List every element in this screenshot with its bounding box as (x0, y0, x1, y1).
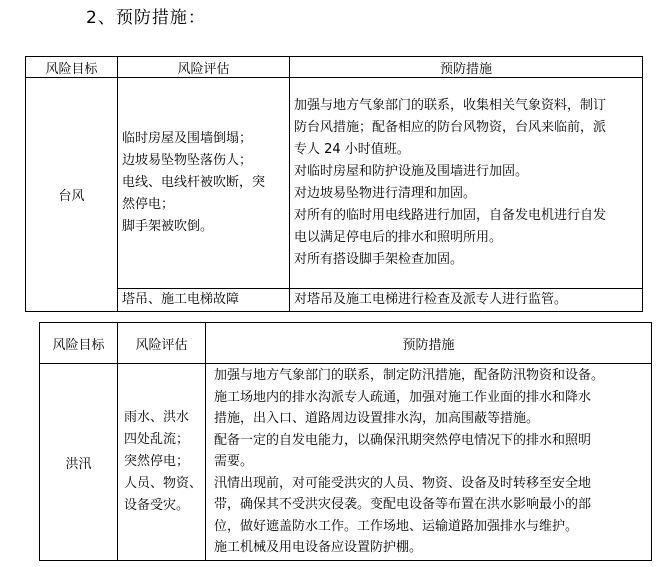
assessment-line: 然停电； (122, 197, 175, 212)
assessment-line: 边坡易坠物坠落伤人； (122, 153, 253, 168)
measure-line: 带，确保其不受洪灾侵袭。变配电设备等布置在洪水影响最小的部 (214, 497, 592, 513)
section-heading: 2、预防措施： (86, 8, 206, 28)
assessment-line: 四处乱流； (124, 432, 190, 447)
table-row (26, 78, 643, 289)
assessment-line: 设备受灾。 (124, 498, 190, 513)
prevention-measures-cell (290, 78, 643, 289)
prevention-measures-cell: 对塔吊及施工电梯进行检查及派专人进行监管。 (290, 289, 643, 312)
measure-line: 加强与地方气象部门的联系，收集相关气象资料，制订 (294, 98, 607, 113)
header-risk-assessment: 风险评估 (118, 57, 290, 78)
measure-line: 施工场地内的排水沟派专人疏通，加强对施工作业面的排水和降水 (214, 389, 592, 405)
measure-line: 施工机械及用电设备应设置防护棚。 (214, 540, 423, 556)
typhoon-risk-table (25, 56, 643, 312)
measure-line: 配备一定的自发电能力，以确保汛期突然停电情况下的排水和照明 (214, 432, 592, 448)
table-header-row (26, 57, 643, 78)
header-risk-assessment: 风险评估 (118, 323, 206, 364)
assessment-line: 突然停电； (124, 454, 190, 469)
table-row (26, 289, 643, 312)
flood-risk-table (39, 322, 652, 561)
header-prevention-measures: 预防措施 (206, 323, 652, 364)
assessment-line: 人员、物资、 (124, 476, 203, 491)
table-row (40, 364, 652, 561)
assessment-line: 脚手架被吹倒。 (122, 219, 214, 234)
assessment-line: 雨水、洪水 (124, 410, 190, 425)
risk-assessment-cell (118, 78, 290, 289)
table-header-row (40, 323, 652, 364)
header-prevention-measures: 预防措施 (290, 57, 643, 78)
measure-line: 电以满足停电后的排水和照明所用。 (294, 230, 503, 245)
risk-target-cell: 洪汛 (40, 364, 118, 561)
measure-line: 对所有搭设脚手架检查加固。 (294, 252, 464, 267)
assessment-line: 临时房屋及围墙倒塌； (122, 131, 253, 146)
measure-line: 防台风措施；配备相应的防台风物资，台风来临前，派 (294, 120, 607, 135)
measure-line: 措施，出入口、道路周边设置排水沟，加高围蔽等措施。 (214, 411, 540, 427)
risk-assessment-cell (118, 364, 206, 561)
assessment-line: 电线、电线杆被吹断，突 (122, 175, 266, 190)
header-risk-target: 风险目标 (26, 57, 118, 78)
measure-line: 对临时房屋和防护设施及围墙进行加固。 (294, 164, 529, 179)
measure-line: 对边坡易坠物进行清理和加固。 (294, 186, 477, 201)
risk-assessment-cell: 塔吊、施工电梯故障 (118, 289, 290, 312)
risk-target-cell: 台风 (26, 78, 118, 312)
prevention-measures-cell (206, 364, 652, 561)
measure-line: 汛情出现前，对可能受洪灾的人员、物资、设备及时转移至安全地 (214, 475, 592, 491)
header-risk-target: 风险目标 (40, 323, 118, 364)
measure-line: 专人 24 小时值班。 (294, 142, 410, 157)
measure-line: 加强与地方气象部门的联系，制定防汛措施，配备防汛物资和设备。 (214, 368, 605, 384)
measure-line: 需要。 (214, 454, 254, 470)
measure-line: 对所有的临时用电线路进行加固，自备发电机进行自发 (294, 208, 607, 223)
measure-line: 位，做好遮盖防水工作。工作场地、运输道路加强排水与维护。 (214, 518, 579, 534)
